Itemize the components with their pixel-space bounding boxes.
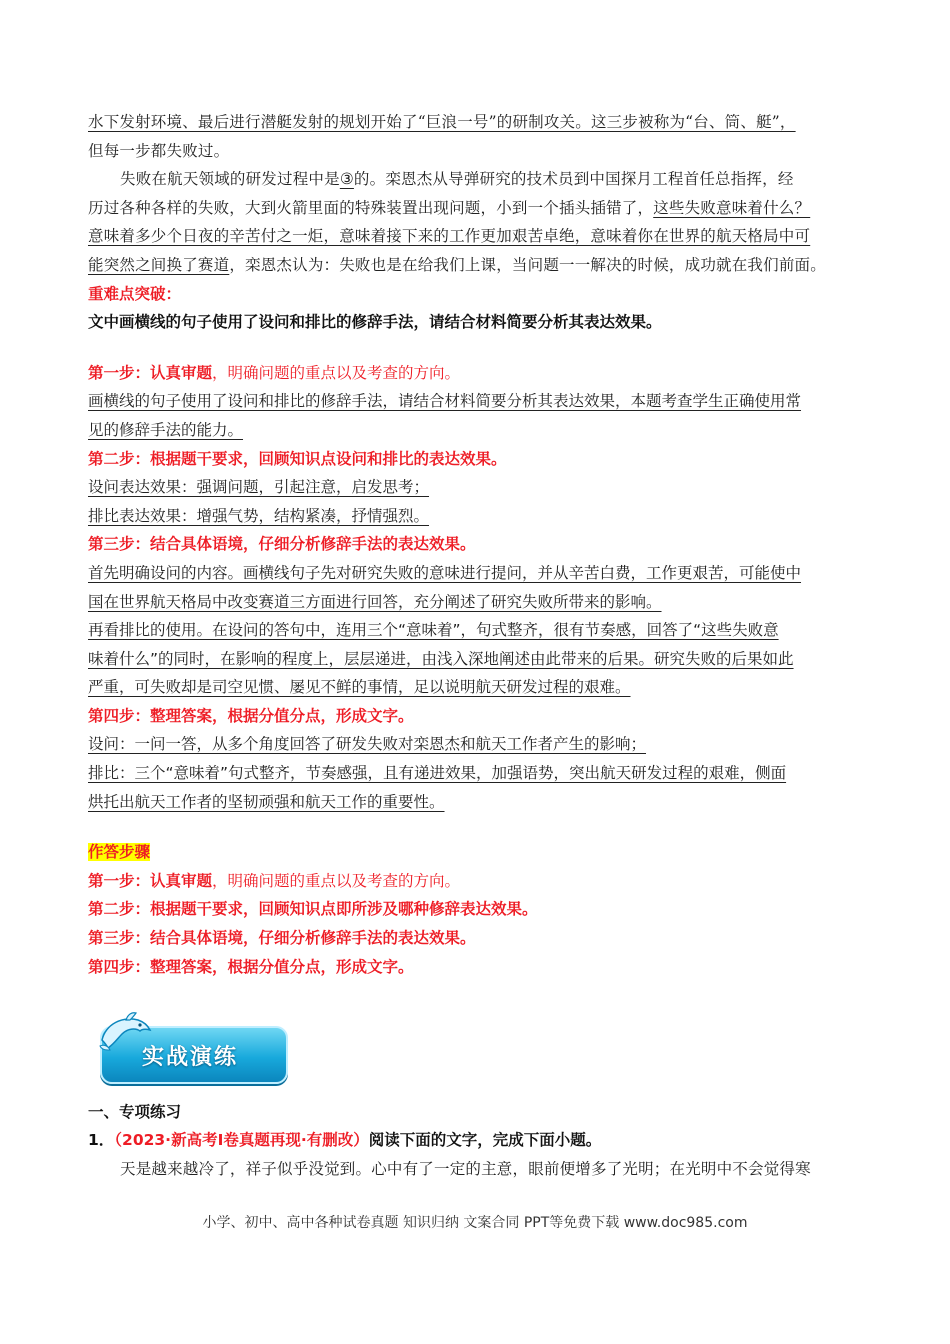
passage-text: ，栾恩杰认为：失败也是在给我们上课，当问题一一解决的时候，成功就在我们前面。	[229, 255, 826, 274]
practice-banner	[96, 1010, 292, 1088]
underlined-sentence: 能突然之间换了赛道	[88, 255, 230, 274]
step3-heading: 第三步：结合具体语境，仔细分析修辞手法的表达效果。	[88, 535, 476, 554]
underlined-sentence: 这些失败意味着什么？	[653, 198, 811, 217]
passage-line	[88, 194, 864, 223]
answer-step-3: 第三步：结合具体语境，仔细分析修辞手法的表达效果。	[88, 929, 476, 948]
step3-body: 首先明确设问的内容。画横线句子先对研究失败的意味进行提问，并从辛苦白费，工作更艰苦，可能使中	[88, 563, 802, 582]
passage-line: 但每一步都失败过。	[88, 141, 230, 160]
passage-line	[88, 251, 864, 280]
passage-line: 水下发射环境、最后进行潜艇发射的规划开始了“巨浪一号”的研制攻关。这三步被称为“台、筒、艇”，	[88, 113, 796, 131]
step4-body: 排比：三个“意味着”句式整齐，节奏感强，且有递进效果，加强语势，突出航天研发过程的艰难，侧面	[88, 764, 787, 783]
banner-title: 实战演练	[142, 1045, 239, 1070]
page-footer: 小学、初中、高中各种试卷真题 知识归纳 文案合同 PPT等免费下载 www.doc985.com	[202, 1215, 748, 1231]
passage-text: 的。栾恩杰从导弹研究的技术员到中国探月工程首任总指挥，经	[353, 170, 794, 189]
step-label: 第一步：认真审题	[88, 871, 213, 890]
question-text: 文中画横线的句子使用了设问和排比的修辞手法，请结合材料简要分析其表达效果。	[88, 313, 662, 332]
document-body	[88, 108, 864, 981]
answer-step-1	[88, 867, 864, 896]
step-label: 第一步：认真审题	[88, 363, 213, 382]
answer-steps-title: 作答步骤	[88, 843, 151, 862]
question-1-header	[88, 1126, 601, 1155]
step1-body: 见的修辞手法的能力。	[88, 420, 244, 439]
step3-body: 严重，可失败却是司空见惯、屡见不鲜的事情，足以说明航天研发过程的艰难。	[88, 678, 631, 697]
passage-text: 历过各种各样的失败，大到火箭里面的特殊装置出现问题，小到一个插头插错了，	[88, 198, 654, 217]
question-instruction: 阅读下面的文字，完成下面小题。	[368, 1131, 602, 1149]
blank-marker: ③	[339, 170, 354, 189]
step2-body: 设问表达效果：强调问题，引起注意，启发思考；	[88, 478, 430, 497]
question-1-text: 天是越来越冷了，祥子似乎没觉到。心中有了一定的主意，眼前便增多了光明；在光明中不会觉得寒	[120, 1160, 811, 1178]
step1-heading	[88, 359, 864, 388]
step3-body: 再看排比的使用。在设问的答句中，连用三个“意味着”，句式整齐，很有节奏感，回答了“这些失败意	[88, 621, 779, 640]
underlined-sentence: 意味着多少个日夜的辛苦付之一炬，意味着接下来的工作更加艰苦卓绝，意味着你在世界的航天格局中可	[88, 227, 811, 246]
step-desc: ，明确问题的重点以及考查的方向。	[212, 363, 461, 382]
passage-line	[88, 165, 864, 194]
passage-text: 失败在航天领域的研发过程中是	[120, 170, 340, 189]
step3-body: 味着什么”的同时，在影响的程度上，层层递进，由浅入深地阐述由此带来的后果。研究失败的后果如此	[88, 649, 794, 668]
answer-step-4: 第四步：整理答案，根据分值分点，形成文字。	[88, 957, 414, 976]
step4-body: 烘托出航天工作者的坚韧顽强和航天工作的重要性。	[88, 792, 445, 811]
answer-steps-title-row	[88, 838, 864, 867]
step3-body: 国在世界航天格局中改变赛道三方面进行回答，充分阐述了研究失败所带来的影响。	[88, 592, 662, 611]
question-source: （2023·新高考Ⅰ卷真题再现·有删改）	[114, 1131, 369, 1149]
step-desc: ，明确问题的重点以及考查的方向。	[212, 871, 461, 890]
question-number: 1．	[88, 1131, 115, 1149]
section-title: 一、专项练习	[88, 1103, 182, 1121]
step2-body: 排比表达效果：增强气势，结构紧凑，抒情强烈。	[88, 506, 430, 525]
answer-step-2: 第二步：根据题干要求，回顾知识点即所涉及哪种修辞表达效果。	[88, 900, 538, 919]
step2-heading: 第二步：根据题干要求，回顾知识点设问和排比的表达效果。	[88, 449, 507, 468]
step1-body: 画横线的句子使用了设问和排比的修辞手法，请结合材料简要分析其表达效果，本题考查学生正确使用常	[88, 392, 802, 411]
step4-body: 设问：一问一答，从多个角度回答了研发失败对栾恩杰和航天工作者产生的影响；	[88, 735, 647, 754]
focus-heading: 重难点突破：	[88, 284, 182, 303]
step4-heading: 第四步：整理答案，根据分值分点，形成文字。	[88, 706, 414, 725]
